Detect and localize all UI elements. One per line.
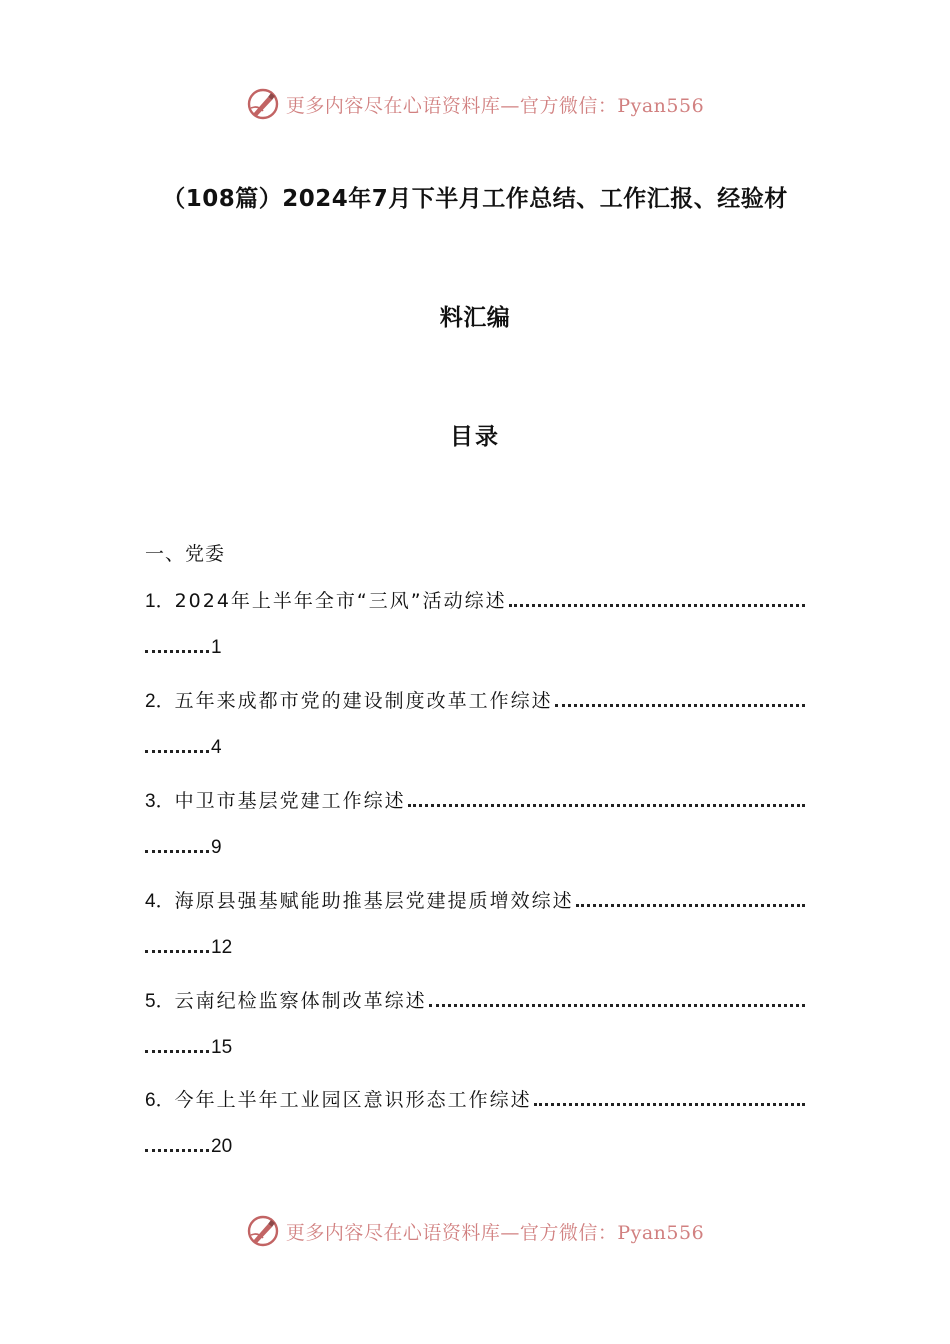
toc-entry-line [145, 986, 805, 1016]
toc-section-label: 一、党委 [145, 543, 226, 565]
document-title-line-1: （108篇）2024年7月下半月工作总结、工作汇报、经验材 [162, 186, 788, 212]
toc-entry-number: 1． [145, 591, 175, 612]
toc-entry[interactable] [145, 786, 805, 876]
toc-entry-title: 2024年上半年全市“三风”活动综述 [174, 590, 507, 612]
toc-entry[interactable] [145, 586, 805, 676]
dot-leader [408, 790, 805, 807]
watermark-bottom [0, 1211, 950, 1251]
toc-entry-page: 12 [211, 937, 233, 958]
toc-entry[interactable] [145, 886, 805, 976]
toc-entry-number: 4． [145, 891, 175, 912]
dot-leader [145, 836, 209, 853]
toc-entry-page-line [145, 936, 805, 966]
toc-entry-title: 海原县强基赋能助推基层党建提质增效综述 [174, 890, 574, 912]
toc-entry-page-line [145, 1135, 805, 1165]
document-title-line-2: 料汇编 [439, 305, 511, 331]
toc-entry-page: 4 [211, 737, 222, 758]
watermark-text: 更多内容尽在心语资料库—官方微信：Pyan556 [285, 1221, 705, 1244]
watermark-top [0, 84, 950, 124]
toc-entry-title: 云南纪检监察体制改革综述 [174, 990, 427, 1012]
toc-entry-line [145, 786, 805, 816]
toc-entry-line [145, 1085, 805, 1115]
toc-entry-title: 五年来成都市党的建设制度改革工作综述 [174, 690, 553, 712]
dot-leader [145, 936, 209, 953]
toc-entry-page-line [145, 636, 805, 666]
toc-entry-title: 今年上半年工业园区意识形态工作综述 [174, 1089, 532, 1111]
toc-entry-page: 15 [211, 1037, 233, 1058]
toc-entry-number: 6． [145, 1090, 175, 1111]
toc-entry-number: 3． [145, 791, 175, 812]
toc-entry[interactable] [145, 686, 805, 776]
dot-leader [534, 1089, 805, 1106]
dot-leader [576, 890, 805, 907]
dot-leader [555, 690, 805, 707]
dot-leader [429, 990, 805, 1007]
toc-heading: 目录 [450, 424, 500, 450]
toc-entry-page: 1 [211, 637, 222, 658]
toc-entry-page: 20 [211, 1136, 233, 1157]
toc-entry-line [145, 586, 805, 616]
dot-leader [509, 590, 805, 607]
pen-circle-icon [246, 1214, 280, 1248]
dot-leader [145, 636, 209, 653]
toc-entry-line [145, 886, 805, 916]
watermark-content [246, 87, 704, 121]
watermark-content [246, 1214, 704, 1248]
toc-entry-line [145, 686, 805, 716]
dot-leader [145, 1036, 209, 1053]
pen-circle-icon [246, 87, 280, 121]
dot-leader [145, 1135, 209, 1152]
dot-leader [145, 736, 209, 753]
toc-entry[interactable] [145, 986, 805, 1076]
toc-entry-title: 中卫市基层党建工作综述 [174, 790, 406, 812]
toc-entry[interactable] [145, 1085, 805, 1175]
toc-entry-page-line [145, 736, 805, 766]
toc-entry-number: 5． [145, 991, 175, 1012]
toc-entry-page-line [145, 836, 805, 866]
toc-entry-number: 2． [145, 691, 175, 712]
toc-entry-page: 9 [211, 837, 222, 858]
toc-entry-page-line [145, 1036, 805, 1066]
watermark-text: 更多内容尽在心语资料库—官方微信：Pyan556 [285, 94, 705, 117]
